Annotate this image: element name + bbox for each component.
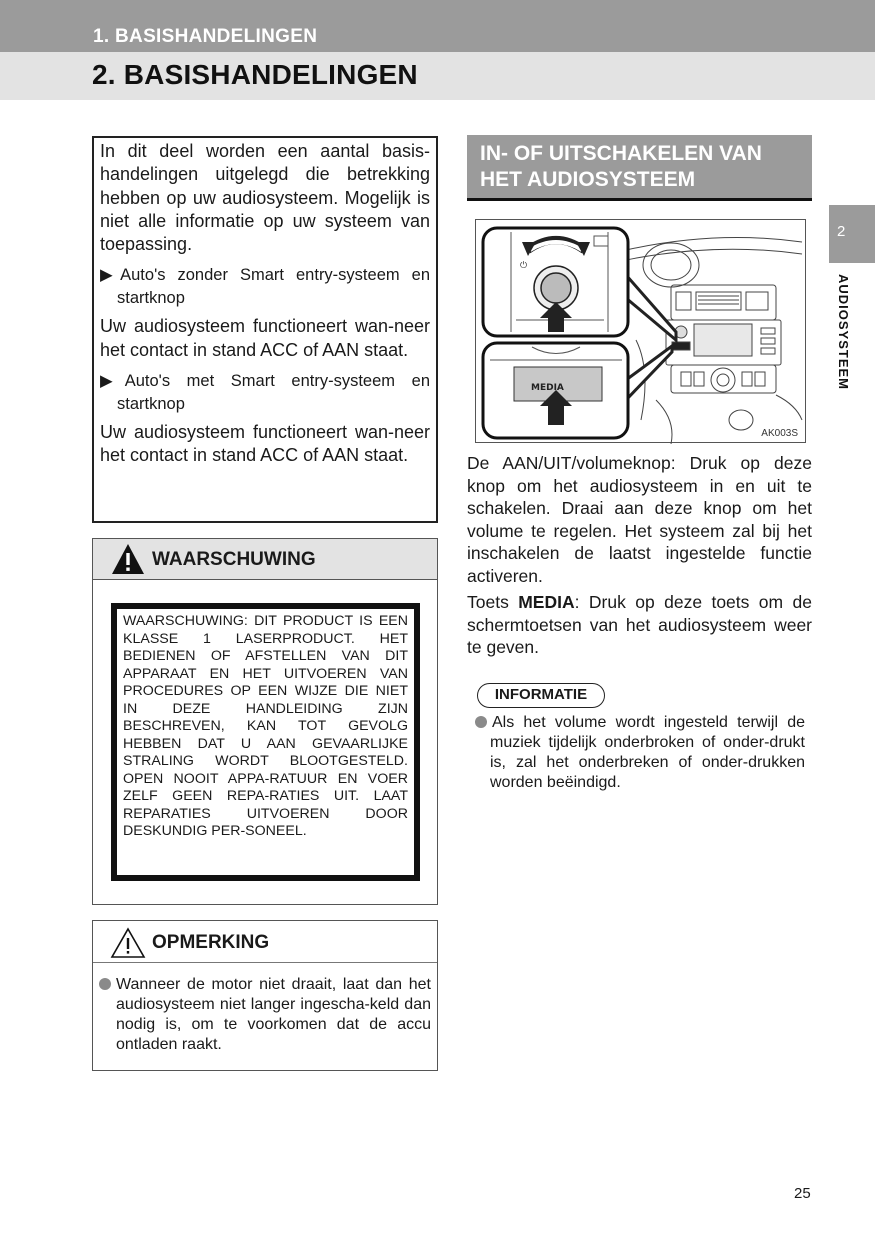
chapter-bar <box>0 0 875 52</box>
laser-warning-label: WAARSCHUWING: DIT PRODUCT IS EEN KLASSE 1 LASERPRODUCT. HET BEDIENEN OF AFSTELLEN VAN DIT APPARAAT EN HET UITVOEREN VAN PROCEDURES OP EEN WIJZE DIE NIET IN DEZE HANDLEIDING ZIJN BESCHREVEN, KAN TOT GEVOLG HEBBEN DAT U AAN GEVAARLIJKE STRALING WORDT BLOOTGESTELD. OPEN NOOIT APPA-RATUUR EN VOER ZELF GEEN REPA-RATIES UIT. LAAT REPARATIES UITVOEREN DOOR DESKUNDIG PER-SONEEL. <box>111 603 420 881</box>
media-desc-bold: MEDIA <box>518 592 575 612</box>
section-title: IN- OF UITSCHAKELEN VAN HET AUDIOSYSTEEM <box>467 135 812 201</box>
dashboard-drawing <box>476 220 807 444</box>
warning-box <box>92 538 438 905</box>
warning-triangle-icon <box>110 542 146 576</box>
chapter-tab[interactable] <box>829 205 875 263</box>
media-desc-suffix: : Druk op deze toets om de schermtoetsen van het audiosysteem weer te geven. <box>467 592 812 658</box>
chapter-tab-number: 2 <box>837 223 846 240</box>
information-item <box>475 713 805 793</box>
intro-text: In dit deel worden een aantal basis-handelingen uitgelegd die betrekking hebben op uw audiosysteem. Mogelijk is niet alle informatie op uw systeem van toepassing. <box>100 141 430 255</box>
page-number: 25 <box>794 1185 811 1202</box>
intro-item1-heading: ▶Auto's zonder Smart entry-systeem en startknop <box>100 266 430 308</box>
information-label: INFORMATIE <box>477 683 605 708</box>
power-knob-description: De AAN/UIT/volumeknop: Druk op deze knop om het audiosysteem in en uit te schakelen. Draai aan deze knop om het volume te regelen. Het systeem zal bij het inschakelen de laatst ingestelde functie activeren. <box>467 453 812 586</box>
note-text-item <box>99 975 431 1055</box>
media-button-description <box>467 591 812 659</box>
caution-triangle-icon <box>110 927 146 959</box>
intro-box <box>92 136 438 523</box>
svg-text:⏻: ⏻ <box>520 261 528 271</box>
note-title: OPMERKING <box>152 932 270 953</box>
information-text: Als het volume wordt ingesteld terwijl de muziek tijdelijk onderbroken of onder-drukt is, zal het onderbreken of onder-drukken worden beëindigd. <box>490 714 805 791</box>
chapter-tab-label: AUDIOSYSTEEM <box>836 274 851 391</box>
intro-item1-text: Uw audiosysteem functioneert wan-neer het contact in stand ACC of AAN staat. <box>100 316 430 360</box>
title-bar <box>0 52 875 100</box>
note-text: Wanneer de motor niet draait, laat dan het audiosysteem niet langer ingescha-keld dan nodig is, om te voorkomen dat de accu ontladen raakt. <box>116 976 431 1053</box>
media-button-label: MEDIA <box>531 383 564 393</box>
note-header <box>93 921 437 963</box>
image-code: AK003S <box>761 428 798 439</box>
intro-item2-heading: ▶Auto's met Smart entry-systeem en startknop <box>100 372 430 414</box>
bullet-icon <box>475 716 487 728</box>
warning-title: WAARSCHUWING <box>152 549 316 570</box>
bullet-icon <box>99 978 111 990</box>
audio-panel-illustration <box>475 219 806 443</box>
intro-item2-text: Uw audiosysteem functioneert wan-neer het contact in stand ACC of AAN staat. <box>100 422 430 466</box>
chapter-title: 1. BASISHANDELINGEN <box>93 26 318 47</box>
warning-header <box>93 539 437 580</box>
media-desc-prefix: Toets <box>467 592 519 612</box>
note-box <box>92 920 438 1071</box>
page-title: 2. BASISHANDELINGEN <box>92 59 418 90</box>
